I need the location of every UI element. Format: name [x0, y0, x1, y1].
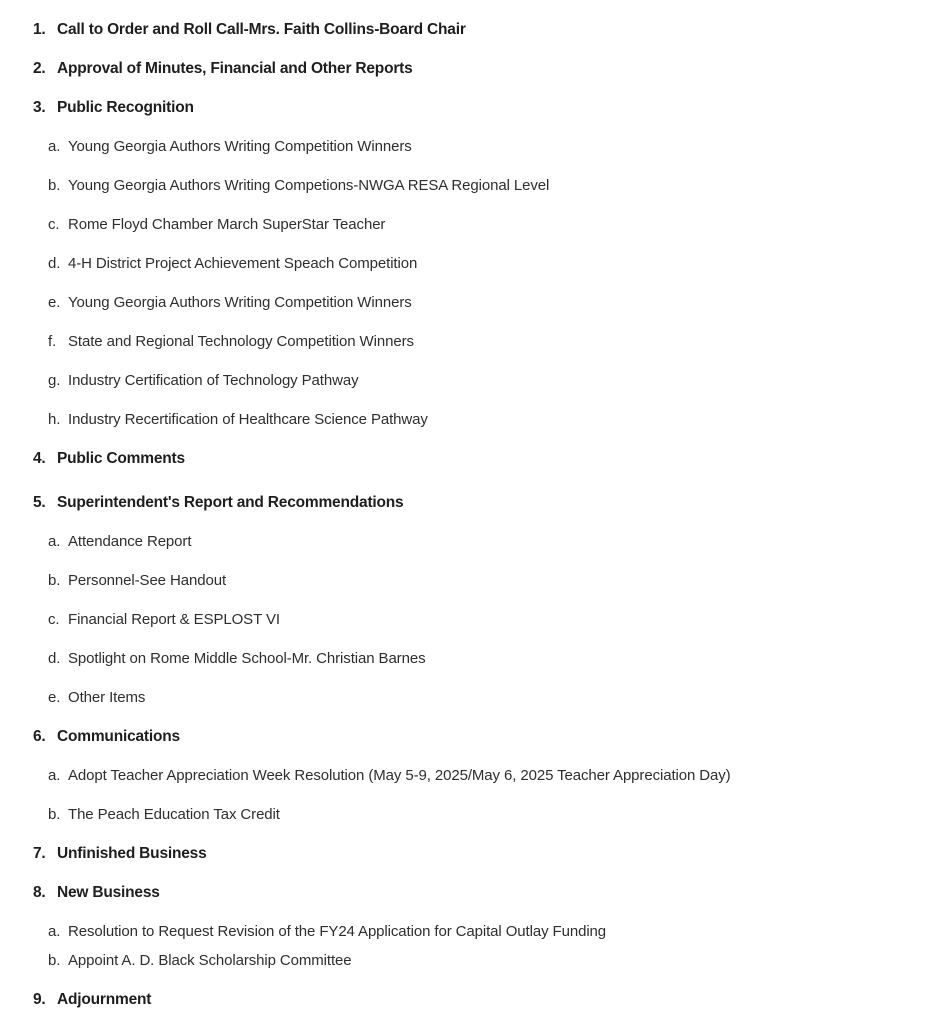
agenda-sub-letter: c.	[48, 611, 60, 628]
agenda-item-number: 4.	[33, 450, 46, 467]
agenda-item	[33, 21, 912, 38]
agenda-item-number: 6.	[33, 728, 46, 745]
agenda-item-label: Superintendent's Report and Recommendations	[57, 494, 404, 511]
agenda-item-row	[33, 21, 912, 38]
agenda-item-label: Communications	[57, 728, 180, 745]
agenda-sub-item	[48, 533, 912, 550]
agenda-item-number: 7.	[33, 845, 46, 862]
agenda-sub-letter: b.	[48, 177, 61, 194]
agenda-item-number: 9.	[33, 991, 46, 1008]
agenda-item-row	[33, 884, 912, 901]
agenda-sub-label: 4-H District Project Achievement Speach Competition	[68, 255, 418, 272]
agenda-sub-label: Industry Certification of Technology Pathway	[68, 372, 359, 389]
agenda-sub-label: State and Regional Technology Competition Winners	[68, 333, 414, 350]
agenda-list	[33, 21, 912, 1008]
agenda-sub-letter: d.	[48, 650, 61, 667]
agenda-sub-letter: b.	[48, 572, 61, 589]
agenda-sub-label: Young Georgia Authors Writing Competions-NWGA RESA Regional Level	[68, 177, 550, 194]
agenda-sub-item	[48, 572, 912, 589]
agenda-sub-item	[48, 333, 912, 350]
agenda-sub-item	[48, 611, 912, 628]
agenda-item-number: 3.	[33, 99, 46, 116]
agenda-item-row	[33, 494, 912, 511]
agenda-item-label: Approval of Minutes, Financial and Other Reports	[57, 60, 413, 77]
agenda-sub-letter: d.	[48, 255, 61, 272]
agenda-sub-item	[48, 372, 912, 389]
agenda-sub-letter: a.	[48, 767, 61, 784]
agenda-item	[33, 60, 912, 77]
agenda-sub-letter: e.	[48, 689, 61, 706]
agenda-sub-item	[48, 255, 912, 272]
agenda-item	[33, 728, 912, 823]
agenda-item-label: New Business	[57, 884, 160, 901]
agenda-sub-item	[48, 767, 912, 784]
agenda-item-row	[33, 728, 912, 745]
agenda-sub-label: Personnel-See Handout	[68, 572, 227, 589]
agenda-item	[33, 99, 912, 428]
agenda-sub-label: Spotlight on Rome Middle School-Mr. Christian Barnes	[68, 650, 426, 667]
agenda-sub-label: Young Georgia Authors Writing Competition Winners	[68, 138, 412, 155]
agenda-sub-label: The Peach Education Tax Credit	[68, 806, 280, 823]
agenda-sub-label: Appoint A. D. Black Scholarship Committee	[68, 952, 352, 969]
agenda-sub-item	[48, 177, 912, 194]
agenda-sub-label: Rome Floyd Chamber March SuperStar Teacher	[68, 216, 386, 233]
agenda-item-label: Call to Order and Roll Call-Mrs. Faith Collins-Board Chair	[57, 21, 466, 38]
agenda-item-row	[33, 991, 912, 1008]
agenda-item-label: Unfinished Business	[57, 845, 207, 862]
agenda-item-row	[33, 60, 912, 77]
agenda-sub-letter: a.	[48, 138, 61, 155]
agenda-sub-label: Young Georgia Authors Writing Competition Winners	[68, 294, 412, 311]
agenda-sub-letter: a.	[48, 923, 61, 940]
agenda-sub-letter: f.	[48, 333, 57, 350]
agenda-item	[33, 450, 912, 467]
agenda-sub-item	[48, 650, 912, 667]
agenda-sub-label: Other Items	[68, 689, 146, 706]
agenda-sub-letter: c.	[48, 216, 60, 233]
agenda-sub-item	[48, 294, 912, 311]
agenda-item-number: 1.	[33, 21, 46, 38]
agenda-sub-label: Financial Report & ESPLOST VI	[68, 611, 280, 628]
agenda-sub-label: Attendance Report	[68, 533, 192, 550]
agenda-item	[33, 991, 912, 1008]
agenda-item-row	[33, 450, 912, 467]
agenda-sub-letter: a.	[48, 533, 61, 550]
agenda-sub-letter: b.	[48, 952, 61, 969]
agenda-sub-item	[48, 806, 912, 823]
agenda-sub-letter: e.	[48, 294, 61, 311]
agenda-sub-letter: b.	[48, 806, 61, 823]
agenda-sub-label: Industry Recertification of Healthcare Science Pathway	[68, 411, 428, 428]
agenda-sub-letter: g.	[48, 372, 61, 389]
agenda-item-row	[33, 99, 912, 116]
agenda-sub-item	[48, 138, 912, 155]
agenda-item-row	[33, 845, 912, 862]
agenda-item	[33, 494, 912, 706]
agenda-sub-item	[48, 411, 912, 428]
agenda-item-label: Public Recognition	[57, 99, 194, 116]
agenda-item	[33, 845, 912, 862]
agenda-sub-item	[48, 216, 912, 233]
agenda-item-label: Public Comments	[57, 450, 185, 467]
agenda-item-number: 8.	[33, 884, 46, 901]
agenda-item-number: 2.	[33, 60, 46, 77]
agenda-sub-item	[48, 952, 912, 969]
agenda-item-label: Adjournment	[57, 991, 152, 1008]
agenda-sub-label: Resolution to Request Revision of the FY24 Application for Capital Outlay Funding	[68, 923, 607, 940]
agenda-sub-item	[48, 689, 912, 706]
agenda-sub-letter: h.	[48, 411, 61, 428]
agenda-sub-label: Adopt Teacher Appreciation Week Resolution (May 5-9, 2025/May 6, 2025 Teacher Appreciation Day)	[68, 767, 731, 784]
agenda-sub-item	[48, 923, 912, 940]
agenda-item	[33, 884, 912, 969]
agenda-item-number: 5.	[33, 494, 46, 511]
